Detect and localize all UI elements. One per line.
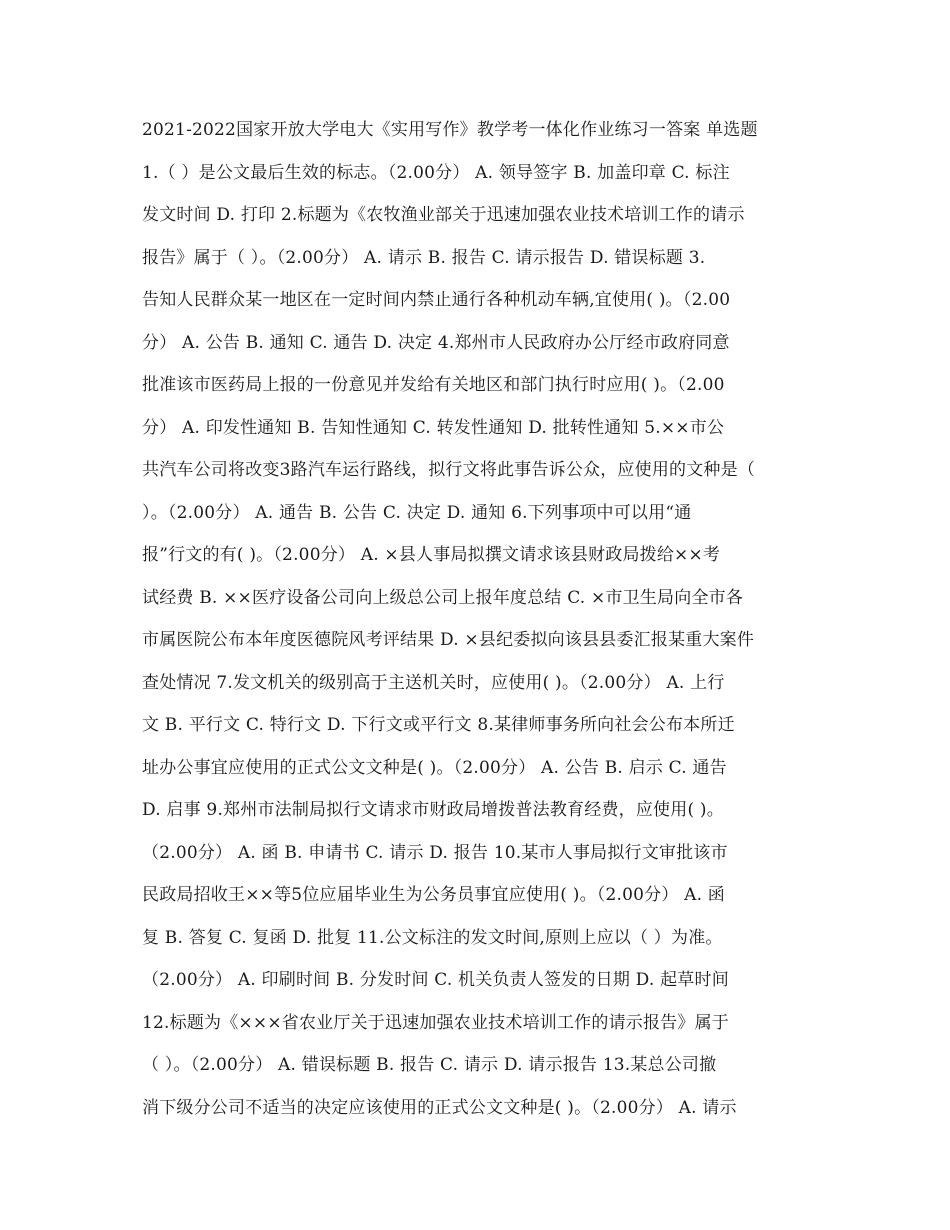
text-line: 发文时间 D. 打印 2.标题为《农牧渔业部关于迅速加强农业技术培训工作的请示 bbox=[142, 205, 745, 225]
text-line: 文 B. 平行文 C. 特行文 D. 下行文或平行文 8.某律师事务所向社会公布本所迁 bbox=[142, 715, 735, 735]
text-line: 12.标题为《×××省农业厅关于迅速加强农业技术培训工作的请示报告》属于 bbox=[142, 1012, 729, 1033]
text-line: 1.（ ）是公文最后生效的标志。（2.00分） A. 领导签字 B. 加盖印章 C. 标注 bbox=[142, 162, 730, 183]
text-line: 批准该市医药局上报的一份意见并发给有关地区和部门执行时应用( )。（2.00 bbox=[142, 375, 725, 395]
text-line: ）。（2.00分） A. 通告 B. 公告 C. 决定 D. 通知 6.下列事项中可以用“通 bbox=[142, 502, 692, 523]
text-line: 查处情况 7.发文机关的级别高于主送机关时，应使用( )。（2.00分） A. 上行 bbox=[142, 672, 725, 693]
text-line: 市属医院公布本年度医德院风考评结果 D. ×县纪委拟向该县县委汇报某重大案件 bbox=[142, 630, 755, 650]
text-line: （2.00分） A. 印刷时间 B. 分发时间 C. 机关负责人签发的日期 D. 起草时间 bbox=[142, 970, 729, 990]
text-line: 址办公事宜应使用的正式公文文种是( )。（2.00分） A. 公告 B. 启示 C. 通告 bbox=[142, 757, 727, 778]
text-line: （2.00分） A. 函 B. 申请书 C. 请示 D. 报告 10.某市人事局拟行文审批该市 bbox=[142, 842, 728, 863]
text-line: 试经费 B. ××医疗设备公司向上级总公司上报年度总结 C. ×市卫生局向全市各 bbox=[142, 587, 744, 608]
text-line: 共汽车公司将改变3路汽车运行路线，拟行文将此事告诉公众，应使用的文种是（ bbox=[142, 460, 756, 480]
text-line: 复 B. 答复 C. 复函 D. 批复 11.公文标注的发文时间,原则上应以（ ）为准。 bbox=[142, 927, 723, 948]
text-line: 分） A. 印发性通知 B. 告知性通知 C. 转发性通知 D. 批转性通知 5.××市公 bbox=[142, 417, 725, 438]
text-line: 消下级分公司不适当的决定应该使用的正式公文文种是( )。（2.00分） A. 请示 bbox=[142, 1097, 737, 1118]
text-line: （ ）。（2.00分） A. 错误标题 B. 报告 C. 请示 D. 请示报告 13.某总公司撤 bbox=[142, 1055, 717, 1075]
text-line: D. 启事 9.郑州市法制局拟行文请求市财政局增拨普法教育经费，应使用( )。 bbox=[142, 800, 724, 820]
text-line: 2021-2022国家开放大学电大《实用写作》教学考一体化作业练习一答案 单选题 bbox=[142, 120, 758, 140]
text-line: 告知人民群众某一地区在一定时间内禁止通行各种机动车辆,宜使用( )。（2.00 bbox=[142, 290, 731, 310]
text-line: 报”行文的有( )。（2.00分） A. ×县人事局拟撰文请求该县财政局拨给××考 bbox=[142, 545, 721, 565]
text-line: 分） A. 公告 B. 通知 C. 通告 D. 决定 4.郑州市人民政府办公厅经市政府同意 bbox=[142, 332, 730, 353]
document-body bbox=[142, 109, 822, 1129]
text-line: 报告》属于（ ）。（2.00分） A. 请示 B. 报告 C. 请示报告 D. 错误标题 3. bbox=[142, 247, 706, 268]
text-line: 民政局招收王××等5位应届毕业生为公务员事宜应使用( )。（2.00分） A. 函 bbox=[142, 885, 726, 905]
